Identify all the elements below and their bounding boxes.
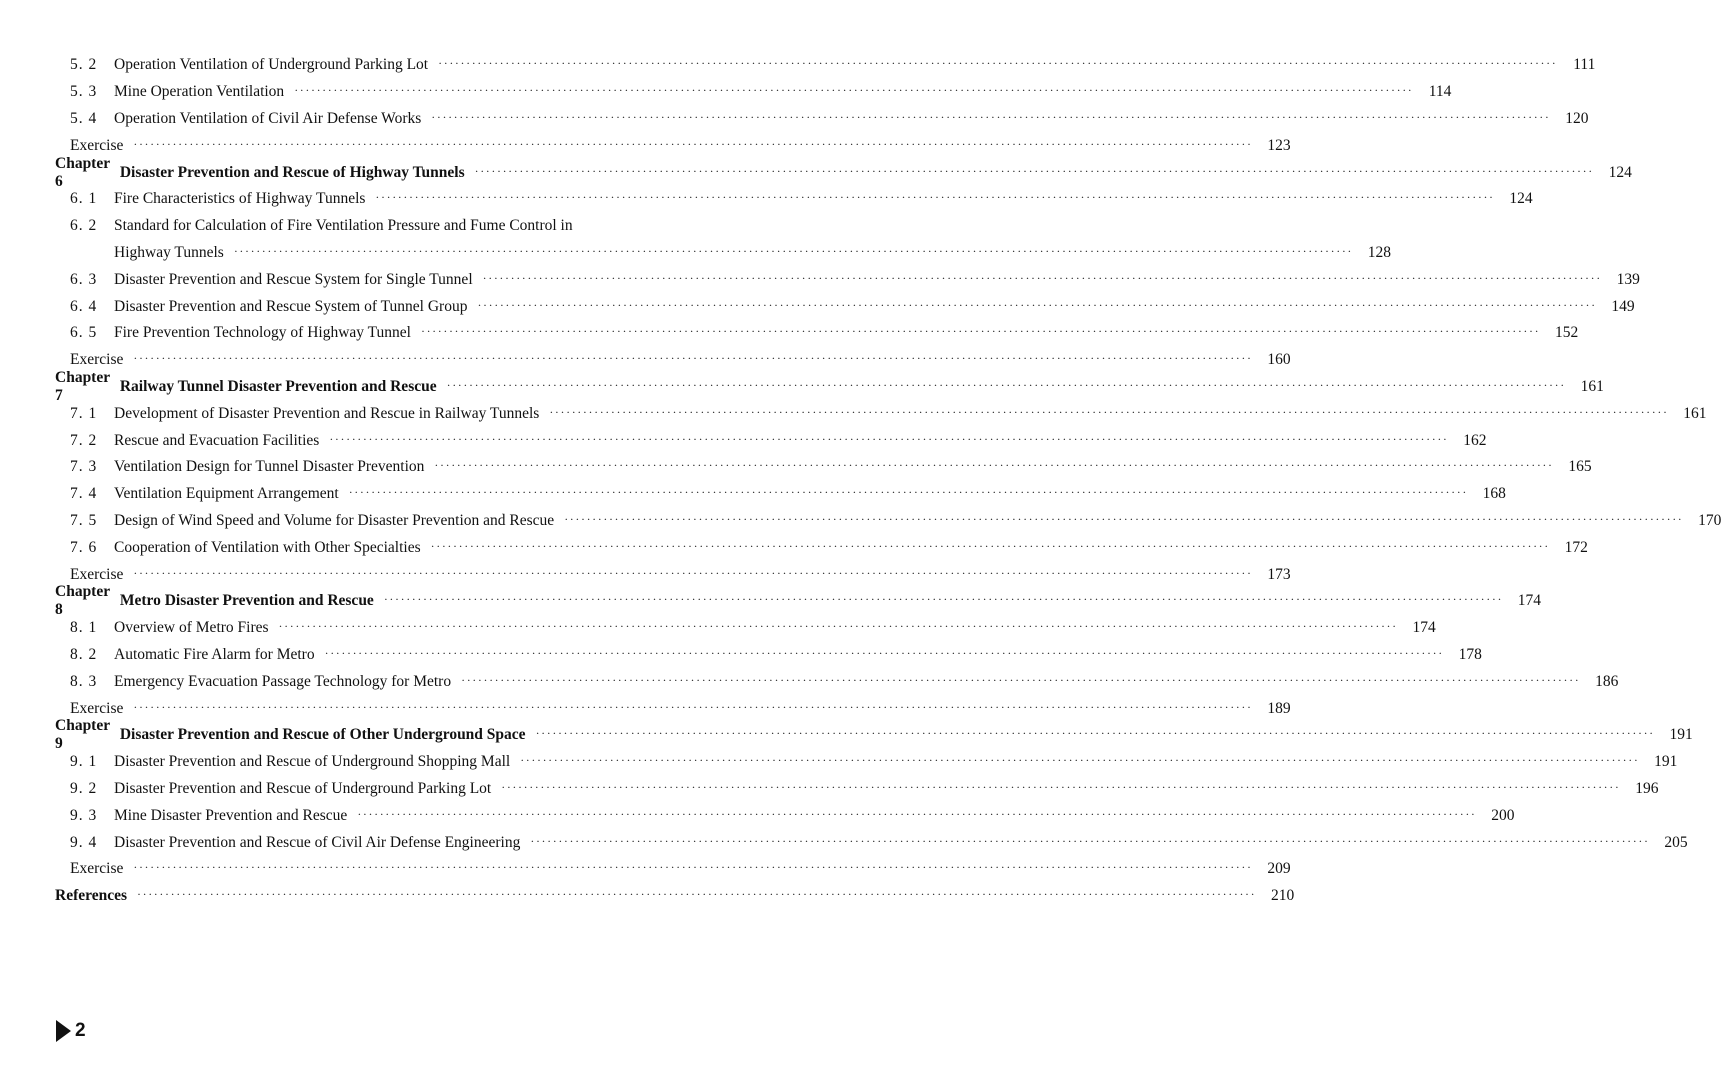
- dot-leader: ········································································································································································································: [564, 511, 1684, 526]
- toc-entry-title: Automatic Fire Alarm for Metro: [114, 645, 315, 663]
- toc-section-number: 7. 4: [70, 485, 98, 503]
- dot-leader: ········································································································································································································: [133, 565, 1253, 580]
- toc-entry-title: Exercise: [70, 565, 124, 583]
- toc-entry-title: Fire Prevention Technology of Highway Tunnel: [114, 324, 411, 342]
- toc-section-row[interactable]: [0, 266, 1640, 293]
- toc-entry-title: Disaster Prevention and Rescue System of Tunnel Group: [114, 297, 468, 315]
- toc-page-number: 172: [1564, 538, 1588, 556]
- toc-page-number: 161: [1683, 404, 1707, 422]
- toc-entry-title: Exercise: [70, 351, 124, 369]
- toc-page-number: 174: [1412, 619, 1436, 637]
- dot-leader: ········································································································································································································: [278, 619, 1398, 634]
- dot-leader: ········································································································································································································: [133, 136, 1253, 151]
- toc-section-number: 6. 1: [70, 190, 98, 208]
- toc-page-number: 191: [1654, 753, 1678, 771]
- toc-entry-title: Exercise: [70, 860, 124, 878]
- toc-exercise-row[interactable]: [0, 856, 1291, 883]
- toc-page-number: 191: [1669, 726, 1693, 744]
- toc-entry-title: Ventilation Equipment Arrangement: [114, 485, 339, 503]
- toc-section-row[interactable]: [0, 802, 1515, 829]
- toc-page-number: 149: [1611, 297, 1635, 315]
- toc-chapter-number: Chapter 9: [55, 717, 110, 753]
- toc-section-number: 5. 3: [70, 83, 98, 101]
- toc-page-number: 139: [1616, 270, 1640, 288]
- toc-section-number: 8. 2: [70, 645, 98, 663]
- toc-section-row[interactable]: [0, 615, 1436, 642]
- toc-chapter-row[interactable]: [0, 154, 1632, 190]
- dot-leader: ········································································································································································································: [520, 753, 1640, 768]
- dot-leader: ········································································································································································································: [535, 726, 1655, 741]
- toc-page-number: 186: [1595, 672, 1619, 690]
- toc-page-number: 111: [1573, 56, 1596, 74]
- toc-chapter-number: Chapter 7: [55, 368, 110, 404]
- toc-entry-title: References: [55, 887, 128, 905]
- dot-leader: ········································································································································································································: [324, 645, 1444, 660]
- dot-leader: ········································································································································································································: [530, 833, 1650, 848]
- toc-section-row[interactable]: [0, 79, 1452, 106]
- toc-section-row[interactable]: [0, 776, 1659, 803]
- toc-entry-title: Rescue and Evacuation Facilities: [114, 431, 320, 449]
- toc-section-number: 6. 4: [70, 297, 98, 315]
- dot-leader: ········································································································································································································: [383, 592, 1504, 607]
- table-of-contents: [0, 52, 1721, 910]
- toc-chapter-number: Chapter 8: [55, 583, 110, 619]
- toc-entry-title: Exercise: [70, 136, 124, 154]
- toc-section-row[interactable]: [0, 454, 1592, 481]
- dot-leader: ········································································································································································································: [430, 538, 1550, 553]
- toc-section-number: 7. 3: [70, 458, 98, 476]
- toc-section-row[interactable]: [0, 642, 1482, 669]
- toc-chapter-row[interactable]: [0, 717, 1693, 753]
- toc-entry-title: Highway Tunnels: [114, 243, 224, 261]
- toc-section-row[interactable]: [0, 106, 1589, 133]
- page-number: 2: [75, 1020, 86, 1041]
- dot-leader: ········································································································································································································: [348, 485, 1468, 500]
- dot-leader: ········································································································································································································: [434, 458, 1554, 473]
- toc-page-number: 152: [1554, 324, 1579, 342]
- dot-leader: ········································································································································································································: [329, 431, 1449, 446]
- toc-section-number: 9. 4: [70, 833, 98, 851]
- toc-chapter-row[interactable]: [0, 883, 1295, 910]
- dot-leader: ········································································································································································································: [431, 109, 1551, 124]
- toc-page-number: 205: [1664, 833, 1688, 851]
- toc-section-number: 7. 2: [70, 431, 98, 449]
- toc-page-number: 196: [1635, 779, 1659, 797]
- dot-leader: ········································································································································································································: [137, 887, 1257, 902]
- toc-section-row[interactable]: [0, 829, 1688, 856]
- toc-section-row[interactable]: [0, 508, 1721, 535]
- toc-chapter-row[interactable]: [0, 368, 1604, 404]
- toc-page-number: 162: [1463, 431, 1487, 449]
- dot-leader: ········································································································································································································: [474, 163, 1594, 178]
- toc-entry-title: Design of Wind Speed and Volume for Disaster Prevention and Rescue: [114, 511, 555, 529]
- toc-entry-title: Overview of Metro Fires: [114, 619, 269, 637]
- toc-page-number: 173: [1267, 565, 1291, 583]
- toc-section-row[interactable]: [0, 400, 1707, 427]
- toc-section-row[interactable]: [0, 534, 1588, 561]
- toc-page-number: 120: [1565, 109, 1589, 127]
- toc-page-number: 161: [1580, 377, 1604, 395]
- toc-section-row[interactable]: [0, 213, 790, 240]
- toc-section-row[interactable]: [0, 293, 1635, 320]
- toc-section-row[interactable]: [0, 668, 1619, 695]
- toc-entry-title: Operation Ventilation of Underground Parking Lot: [114, 56, 429, 74]
- toc-page-number: 123: [1267, 136, 1291, 154]
- toc-chapter-row[interactable]: [0, 583, 1542, 619]
- toc-page-number: 128: [1367, 243, 1392, 261]
- toc-section-number: 9. 2: [70, 779, 98, 797]
- dot-leader: ········································································································································································································: [420, 324, 1541, 339]
- toc-section-number: 7. 5: [70, 511, 98, 529]
- toc-entry-title: Cooperation of Ventilation with Other Specialties: [114, 538, 421, 556]
- page-footer: [56, 1020, 86, 1042]
- toc-section-number: 5. 2: [70, 56, 98, 74]
- dot-leader: ········································································································································································································: [133, 699, 1253, 714]
- toc-section-row[interactable]: [0, 186, 1533, 213]
- toc-entry-title: Metro Disaster Prevention and Rescue: [119, 592, 374, 610]
- toc-entry-title: Ventilation Design for Tunnel Disaster Prevention: [114, 458, 425, 476]
- toc-entry-title: Fire Characteristics of Highway Tunnels: [114, 190, 366, 208]
- toc-entry-title: Emergency Evacuation Passage Technology for Metro: [114, 672, 452, 690]
- toc-exercise-row[interactable]: [0, 695, 1291, 722]
- toc-entry-title: Disaster Prevention and Rescue of Underground Shopping Mall: [114, 753, 511, 771]
- toc-page-number: 178: [1458, 645, 1482, 663]
- toc-entry-title: Standard for Calculation of Fire Ventilation Pressure and Fume Control in: [114, 217, 573, 235]
- toc-section-row[interactable]: [0, 320, 1579, 347]
- dot-leader: ········································································································································································································: [482, 270, 1602, 285]
- dot-leader: ········································································································································································································: [133, 860, 1253, 875]
- dot-leader: ········································································································································································································: [294, 83, 1414, 98]
- dot-leader: ········································································································································································································: [461, 672, 1581, 687]
- dot-leader: ········································································································································································································: [501, 779, 1621, 794]
- toc-section-number: 7. 6: [70, 538, 98, 556]
- toc-entry-title: Railway Tunnel Disaster Prevention and Rescue: [119, 377, 437, 395]
- toc-entry-title: Disaster Prevention and Rescue of Underground Parking Lot: [114, 779, 492, 797]
- toc-entry-title: Operation Ventilation of Civil Air Defense Works: [114, 109, 422, 127]
- toc-exercise-row[interactable]: [0, 347, 1291, 374]
- toc-entry-title: Disaster Prevention and Rescue of Highway Tunnels: [119, 163, 465, 181]
- toc-page-number: 189: [1267, 699, 1291, 717]
- dot-leader: ········································································································································································································: [233, 243, 1354, 258]
- toc-page-number: 124: [1509, 190, 1533, 208]
- toc-entry-title: Disaster Prevention and Rescue System for Single Tunnel: [114, 270, 473, 288]
- toc-exercise-row[interactable]: [0, 561, 1291, 588]
- toc-page-number: 210: [1270, 887, 1295, 905]
- toc-entry-title: Disaster Prevention and Rescue of Other Underground Space: [119, 726, 526, 744]
- toc-entry-title: Exercise: [70, 699, 124, 717]
- toc-page-number: 168: [1482, 485, 1506, 503]
- dot-leader: ········································································································································································································: [477, 297, 1597, 312]
- toc-page-number: 124: [1608, 163, 1632, 181]
- toc-page-number: 160: [1267, 351, 1291, 369]
- dot-leader: ········································································································································································································: [549, 404, 1669, 419]
- toc-section-row[interactable]: [0, 240, 1392, 267]
- toc-section-row[interactable]: [0, 481, 1506, 508]
- toc-section-row[interactable]: [0, 52, 1596, 79]
- right-triangle-icon: [56, 1020, 71, 1042]
- toc-section-number: 5. 4: [70, 109, 98, 127]
- toc-entry-title: Development of Disaster Prevention and Rescue in Railway Tunnels: [114, 404, 540, 422]
- toc-section-row[interactable]: [0, 427, 1487, 454]
- dot-leader: ········································································································································································································: [357, 806, 1477, 821]
- toc-section-number: 9. 1: [70, 753, 98, 771]
- toc-entry-title: Mine Disaster Prevention and Rescue: [114, 806, 348, 824]
- toc-entry-title: Disaster Prevention and Rescue of Civil Air Defense Engineering: [114, 833, 521, 851]
- toc-page-number: 165: [1568, 458, 1592, 476]
- toc-section-number: 7. 1: [70, 404, 98, 422]
- toc-section-number: 6. 2: [70, 217, 98, 235]
- toc-section-number: 8. 3: [70, 672, 98, 690]
- dot-leader: ········································································································································································································: [438, 56, 1558, 71]
- toc-section-row[interactable]: [0, 749, 1678, 776]
- dot-leader: ········································································································································································································: [375, 190, 1495, 205]
- toc-page-number: 209: [1267, 860, 1291, 878]
- toc-section-number: 6. 5: [70, 324, 98, 342]
- toc-exercise-row[interactable]: [0, 132, 1291, 159]
- toc-page-number: 170: [1698, 511, 1721, 529]
- dot-leader: ········································································································································································································: [133, 351, 1253, 366]
- toc-page-number: 174: [1517, 592, 1542, 610]
- toc-page-number: 114: [1428, 83, 1452, 101]
- toc-page-number: 200: [1491, 806, 1515, 824]
- dot-leader: ········································································································································································································: [446, 377, 1566, 392]
- toc-section-number: 8. 1: [70, 619, 98, 637]
- toc-section-number: 6. 3: [70, 270, 98, 288]
- toc-entry-title: Mine Operation Ventilation: [114, 83, 285, 101]
- toc-section-number: 9. 3: [70, 806, 98, 824]
- toc-chapter-number: Chapter 6: [55, 154, 110, 190]
